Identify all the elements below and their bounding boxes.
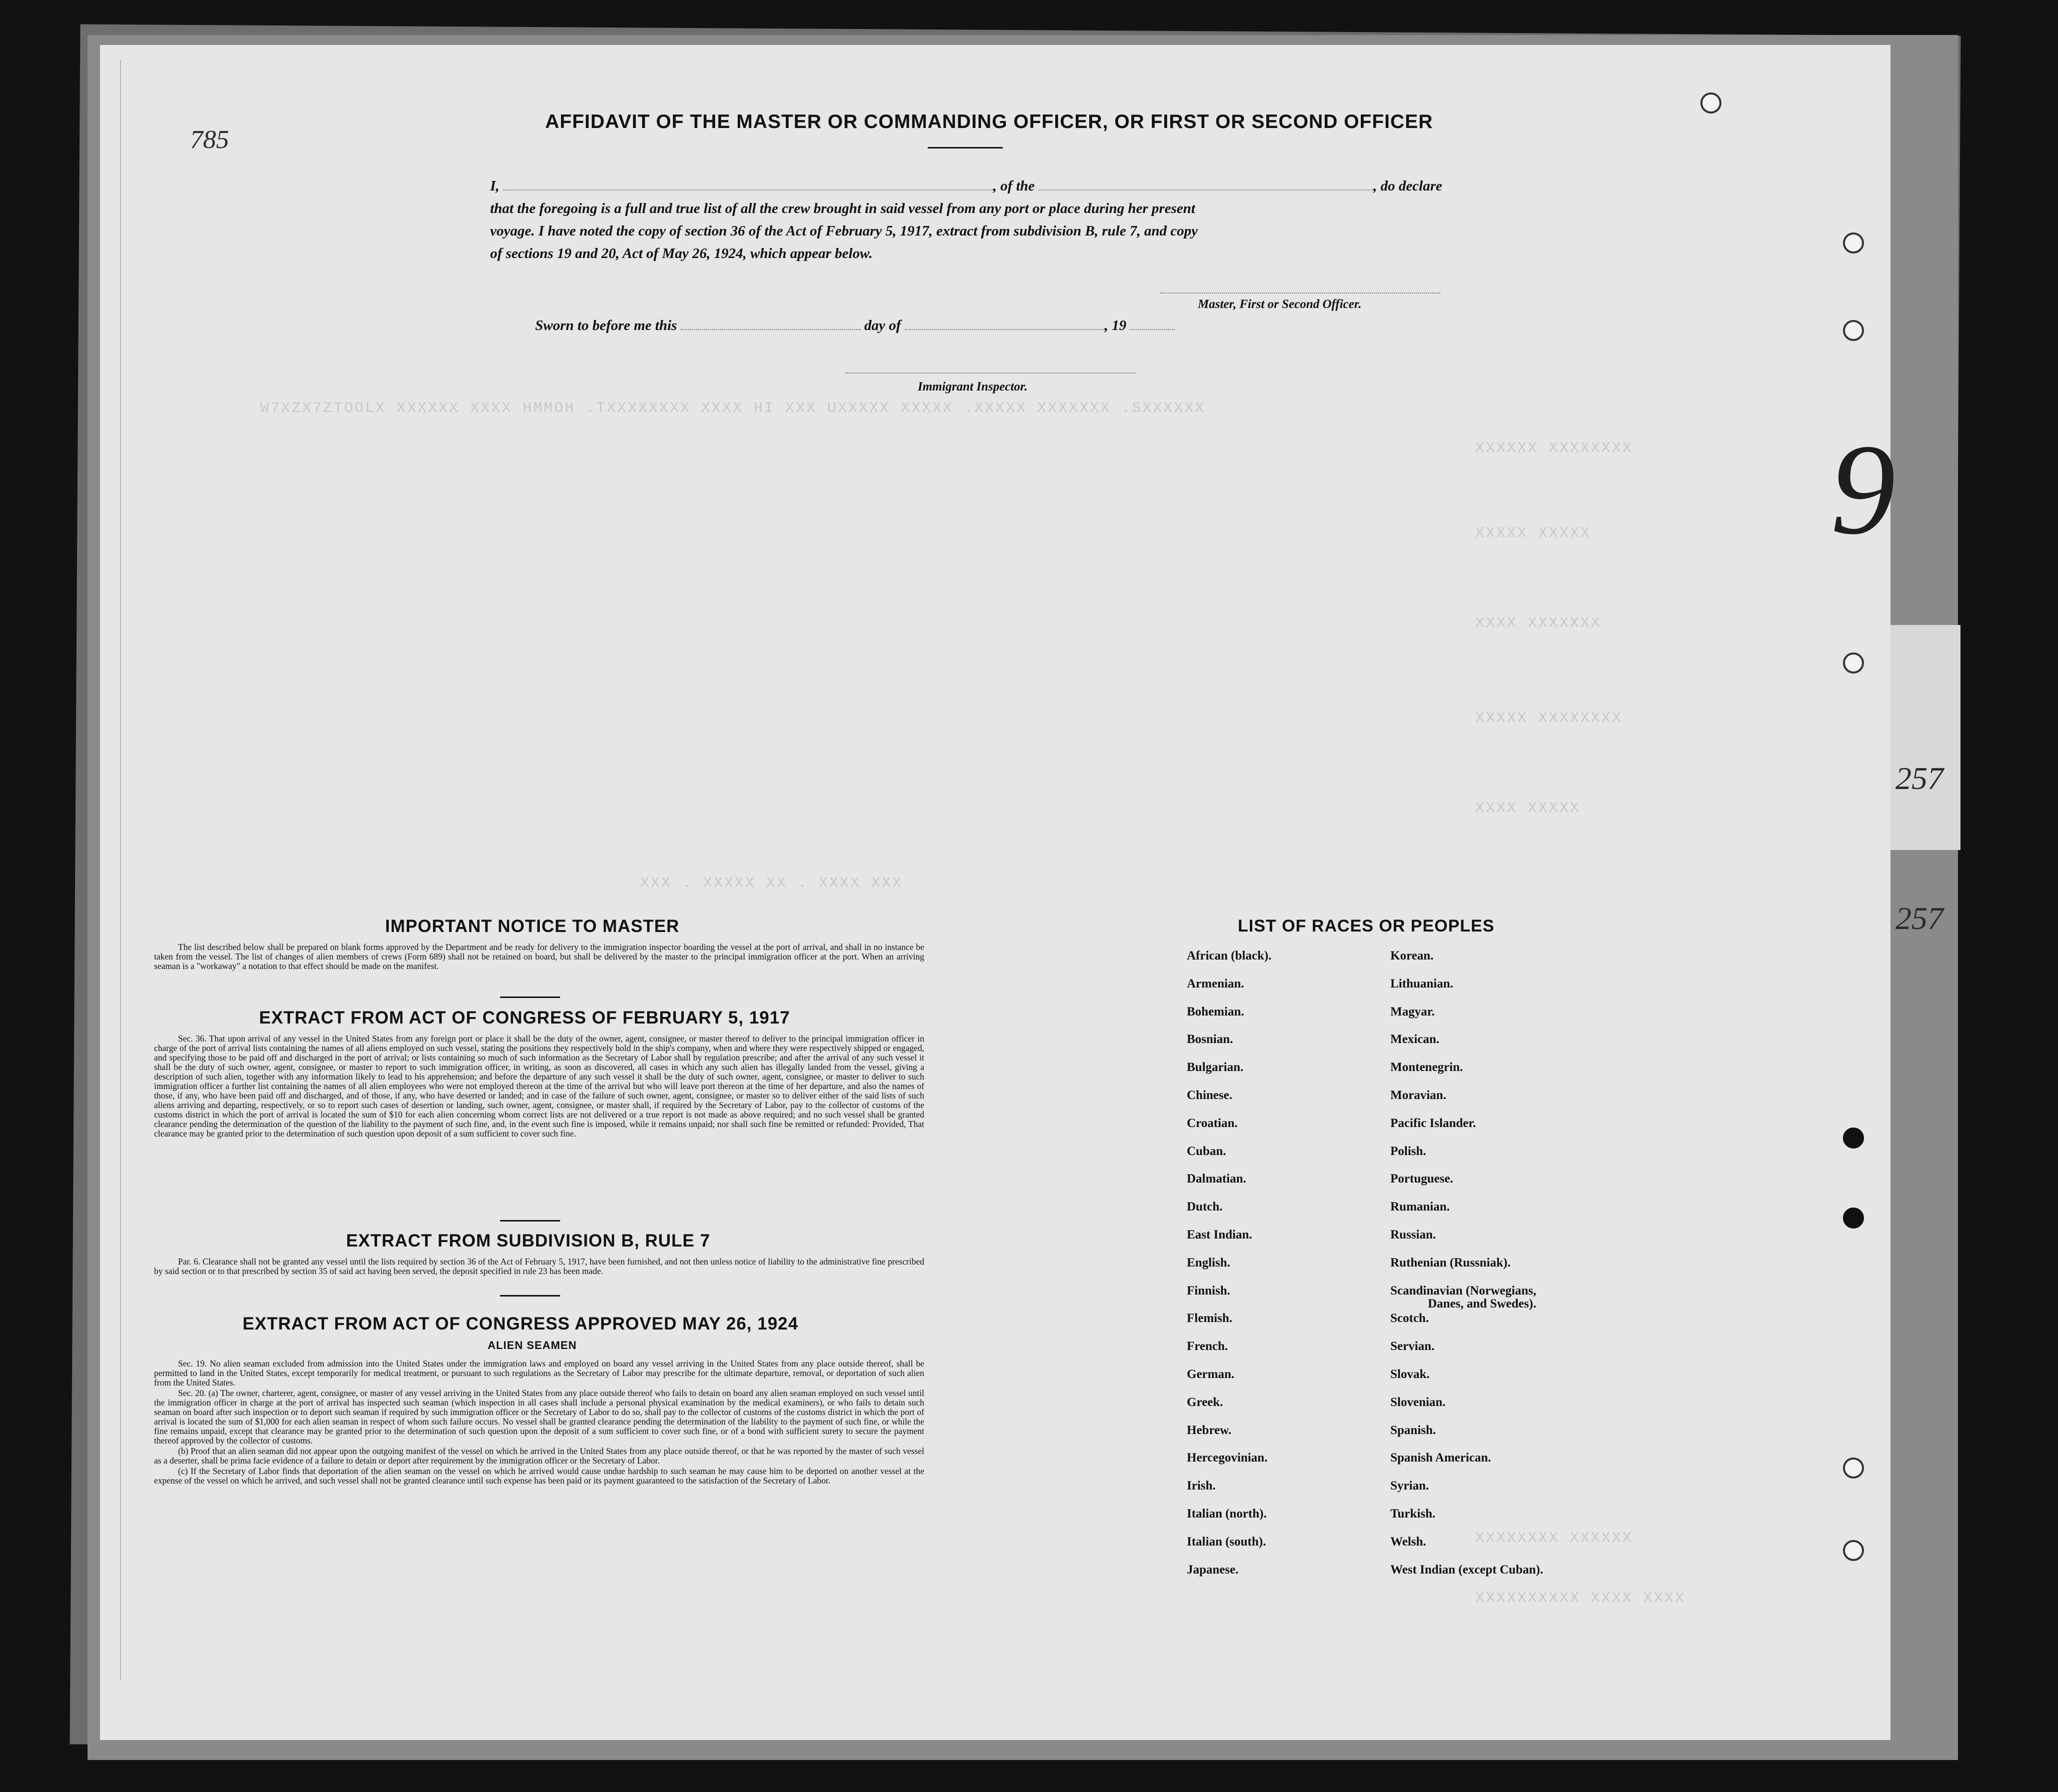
race-item: Dalmatian. [1187, 1172, 1246, 1186]
section-36-label: Sec. 36. [178, 1034, 207, 1044]
sworn-month-field[interactable] [905, 316, 1105, 330]
race-item: Russian. [1390, 1228, 1436, 1242]
race-item: Danes, and Swedes). [1428, 1296, 1536, 1310]
section-20c-text: (c) If the Secretary of Labor finds that deportation of the alien seaman on the vessel on which he arrived would cause undue hardship to such seaman he may cause him to be deported on another vessel at the expense of the vessel on which he arrived, and such vessel shall not be granted clearance until such expense has been paid or its payment guaranteed to the satisfaction of the Secretary of Labor. [154, 1466, 924, 1486]
race-item: West Indian (except Cuban). [1390, 1562, 1543, 1576]
binder-hole [1843, 1208, 1864, 1228]
race-item: Bosnian. [1187, 1032, 1233, 1046]
notice-title: IMPORTANT NOTICE TO MASTER [385, 916, 680, 936]
race-item: Portuguese. [1390, 1172, 1453, 1186]
binder-hole [1843, 1540, 1864, 1561]
race-item: African (black). [1187, 949, 1272, 962]
race-item: Turkish. [1390, 1507, 1436, 1520]
section-rule [500, 1220, 560, 1222]
vessel-name-field[interactable] [1038, 176, 1373, 190]
race-item: Italian (north). [1187, 1507, 1267, 1520]
race-item: Syrian. [1390, 1479, 1429, 1493]
side-tab [1890, 625, 1960, 850]
handwritten-side-number: 257 [1895, 760, 1943, 796]
sworn-statement [535, 316, 1175, 334]
race-item: Magyar. [1390, 1004, 1435, 1018]
race-item: Mexican. [1390, 1032, 1439, 1046]
race-item: Lithuanian. [1390, 976, 1453, 990]
binder-hole [1843, 1128, 1864, 1148]
affidavit-of-the: , of the [993, 178, 1035, 194]
race-item: Finnish. [1187, 1284, 1230, 1298]
affidavit-pronoun: I, [490, 178, 500, 194]
handwritten-side-number: 257 [1895, 900, 1943, 936]
race-item: Ruthenian (Russniak). [1390, 1256, 1511, 1270]
affidavit-title: AFFIDAVIT OF THE MASTER OR COMMANDING OFFICER, OR FIRST OR SECOND OFFICER [545, 111, 1433, 132]
race-item: Slovak. [1390, 1368, 1430, 1381]
section-rule [500, 996, 560, 998]
race-item: Hercegovinian. [1187, 1451, 1268, 1465]
handwritten-corner-note: 785 [190, 126, 229, 154]
affidavit-line-4: of sections 19 and 20, Act of May 26, 1924, which appear below. [490, 246, 873, 262]
extract-1917-body [154, 1034, 924, 1140]
race-item: Japanese. [1187, 1562, 1239, 1576]
race-item: French. [1187, 1340, 1228, 1354]
affidavit-declare: , do declare [1373, 178, 1442, 194]
affidavit-line-2: that the foregoing is a full and true list of all the crew brought in said vessel from any port or place during her present [490, 200, 1195, 216]
rule7-title: EXTRACT FROM SUBDIVISION B, RULE 7 [346, 1231, 711, 1250]
section-rule [500, 1295, 560, 1296]
rule7-paragraph: Par. 6. Clearance shall not be granted any vessel until the lists required by section 36 of the Act of February 5, 1917, have been furnished, and not then unless notice of liability to the administrative fine prescribed by said section or to that prescribed by section 35 of said act having been served, the deposit specified in rule 23 has been made. [154, 1256, 924, 1276]
inspector-signature-line[interactable] [845, 372, 1135, 374]
sworn-year-field[interactable] [1130, 316, 1175, 330]
section-36-text: That upon arrival of any vessel in the United States from any foreign port or place it shall be the duty of the owner, agent, consignee, or master thereof to deliver to the principal immigration officer in charge of the port of arrival lists containing the names of all aliens employed on such vessel, stating the positions they respectively hold in the ship's company, when and where they were respectively shipped or engaged, and specifying those to be paid off and discharged in the port of arrival; or lists containing so much of such information as the Secretary of Labor shall by regulation prescribe; and after the arrival of any such vessel it shall be the duty of such owner, agent, consignee, or master to report to such immigration officer, in writing, as soon as discovered, all cases in which any such alien has illegally landed from the vessel, giving a description of such alien, together with any information likely to lead to his apprehension; and before the departure of any such vessel it shall be the duty of such owner, agent, consignee, or master to deliver to such immigration officer a further list containing the names of all alien employees who were not employed thereon at the time of the arrival but who will leave port thereon at the time of her departure, and also the names of those, if any, who have been paid off and discharged, and of those, if any, who have deserted or landed; and in case of the failure of such owner, agent, consignee, or master so to deliver either of the said lists of such aliens arriving and departing, respectively, or so to report such cases of desertion or landing, such owner, agent, consignee, or master shall, if required by the Secretary of Labor, pay to the collector of customs of the customs district in which the port of arrival is located the sum of $10 for each alien concerning whom correct lists are not delivered or a true report is not made as above required; and no such vessel shall be granted clearance pending the determination of the question of the liability to the payment of such fine, and, in the event such fine is imposed, while it remains unpaid; nor shall such fine be remitted or refunded: Provided, That clearance may be granted prior to the determination of such question upon deposit of a sum sufficient to cover such fine. [154, 1034, 924, 1138]
section-20b-text: (b) Proof that an alien seaman did not appear upon the outgoing manifest of the vessel on which he arrived in the United States from any place outside thereof, or that he was reported by the master of such vessel as a deserter, shall be prima facie evidence of a failure to detain or deport after requirement by the immigration officer or the Secretary of Labor. [154, 1446, 924, 1466]
race-item: German. [1187, 1368, 1235, 1381]
bleed-through-row: XXXXX XXXXXXXX [1475, 710, 1623, 727]
race-item: Chinese. [1187, 1088, 1232, 1102]
officer-name-field[interactable] [503, 176, 993, 190]
race-item: English. [1187, 1256, 1230, 1270]
race-item: Korean. [1390, 949, 1434, 962]
alien-seamen-subtitle: ALIEN SEAMEN [488, 1339, 577, 1352]
race-item: Polish. [1390, 1144, 1426, 1158]
handwritten-page-number: 9 [1830, 418, 1895, 562]
master-signature-line[interactable] [1160, 292, 1440, 294]
left-margin-line [120, 60, 121, 1680]
bleed-through-row: XXXX XXXXX [1475, 800, 1581, 817]
bleed-through-row: XXXXX XXXXX [1475, 525, 1591, 542]
race-item: Irish. [1187, 1479, 1216, 1493]
race-item: Armenian. [1187, 976, 1244, 990]
section-20a-text: Sec. 20. (a) The owner, charterer, agent, consignee, or master of any vessel arriving in the United States from any place outside thereof who fails to detain on board any alien seaman employed on such vessel until the immigration officer in charge at the port of arrival has inspected such seaman (which inspection in all cases shall include a personal physical examination by the medical examiners), or who fails to detain such seaman on board after such inspection or to deport such seaman if required by such immigration officer or the Secretary of Labor to do so, shall pay to the collector of customs of the customs district in which the port of arrival is located the sum of $1,000 for each alien seaman in respect of whom such failure occurs. No vessel shall be granted clearance pending the determination of the liability to the payment of such fine, or while the fine remains unpaid, except that clearance may be granted prior to the determination of such question upon the deposit of a sum sufficient to cover such fine, or of a bond with sufficient surety to secure the payment thereof approved by the collector of customs. [154, 1388, 924, 1446]
race-item: Bohemian. [1187, 1004, 1244, 1018]
race-item: East Indian. [1187, 1228, 1252, 1242]
bleed-through-row: XXXX XXXXXXX [1475, 615, 1602, 632]
race-item: Welsh. [1390, 1534, 1426, 1548]
race-item: Croatian. [1187, 1116, 1238, 1130]
bleed-through-row: XXXXXXXXXX XXXX XXXX [1475, 1590, 1686, 1607]
title-rule [928, 147, 1003, 148]
year-label: , 19 [1104, 318, 1127, 334]
sworn-label: Sworn to before me this [535, 318, 677, 334]
race-item: Italian (south). [1187, 1534, 1266, 1548]
race-item: Pacific Islander. [1390, 1116, 1476, 1130]
notice-paragraph: The list described below shall be prepared on blank forms approved by the Department and be ready for delivery to the immigration inspector boarding the vessel at the port of arrival, and shall in no instance be taken from the vessel. The list of changes of alien members of crews (Form 689) shall not be retained on board, but shall be delivered by the master to the principal immigration officer at the port. When an arriving seaman is a "workaway" a notation to that effect should be made on the manifest. [154, 942, 924, 971]
race-item: Rumanian. [1390, 1200, 1450, 1214]
binder-hole [1843, 320, 1864, 341]
race-item: Moravian. [1390, 1088, 1446, 1102]
race-item: Cuban. [1187, 1144, 1226, 1158]
binder-hole [1843, 232, 1864, 254]
extract-1924-body [154, 1359, 924, 1486]
bleed-through-row: XXXXXX XXXXXXXX [1475, 440, 1633, 457]
affidavit-text [490, 175, 1480, 265]
races-title: LIST OF RACES OR PEOPLES [1238, 916, 1495, 936]
race-item: Slovenian. [1390, 1395, 1446, 1409]
race-item: Montenegrin. [1390, 1060, 1463, 1074]
extract-1917-title: EXTRACT FROM ACT OF CONGRESS OF FEBRUARY 5, 1917 [259, 1008, 790, 1028]
binder-hole [1843, 652, 1864, 674]
race-item: Scotch. [1390, 1312, 1429, 1326]
bleed-through-row: W7XZX7ZTOOLX XXXXXX XXXX HMMOH .TXXXXXXXX XXXX HI XXX UXXXXX XXXXX .XXXXX XXXXXXX .SXXXXXX [260, 400, 1206, 417]
extract-1924-title: EXTRACT FROM ACT OF CONGRESS APPROVED MAY 26, 1924 [243, 1314, 799, 1334]
affidavit-line-3: voyage. I have noted the copy of section 36 of the Act of February 5, 1917, extract from subdivision B, rule 7, and copy [490, 223, 1198, 239]
race-item: Scandinavian (Norwegians, [1390, 1284, 1536, 1298]
bleed-through-row: XXX . XXXXX XX . XXXX XXX [640, 875, 903, 892]
race-item: Hebrew. [1187, 1423, 1232, 1437]
notice-body [154, 942, 924, 972]
race-item: Spanish. [1390, 1423, 1436, 1437]
inspector-signature-label: Immigrant Inspector. [918, 380, 1028, 394]
race-item: Greek. [1187, 1395, 1223, 1409]
race-item: Servian. [1390, 1340, 1435, 1354]
bleed-through-row: XXXXXXXX XXXXXX [1475, 1530, 1633, 1547]
master-signature-label: Master, First or Second Officer. [1198, 298, 1362, 311]
binder-hole [1700, 92, 1721, 114]
race-item: Bulgarian. [1187, 1060, 1244, 1074]
day-of-label: day of [864, 318, 901, 334]
race-item: Dutch. [1187, 1200, 1223, 1214]
binder-hole [1843, 1458, 1864, 1478]
sworn-day-field[interactable] [681, 316, 861, 330]
race-item: Spanish American. [1390, 1451, 1491, 1465]
section-19-text: Sec. 19. No alien seaman excluded from admission into the United States under the immigration laws and employed on board any vessel arriving in the United States from any place outside thereof, shall be permitted to land in the United States, except temporarily for medical treatment, or pursuant to such regulations as the Secretary of Labor may prescribe for the ultimate departure, removal, or deportation of such alien from the United States. [154, 1358, 924, 1388]
rule7-body [154, 1257, 924, 1277]
race-item: Flemish. [1187, 1312, 1232, 1326]
